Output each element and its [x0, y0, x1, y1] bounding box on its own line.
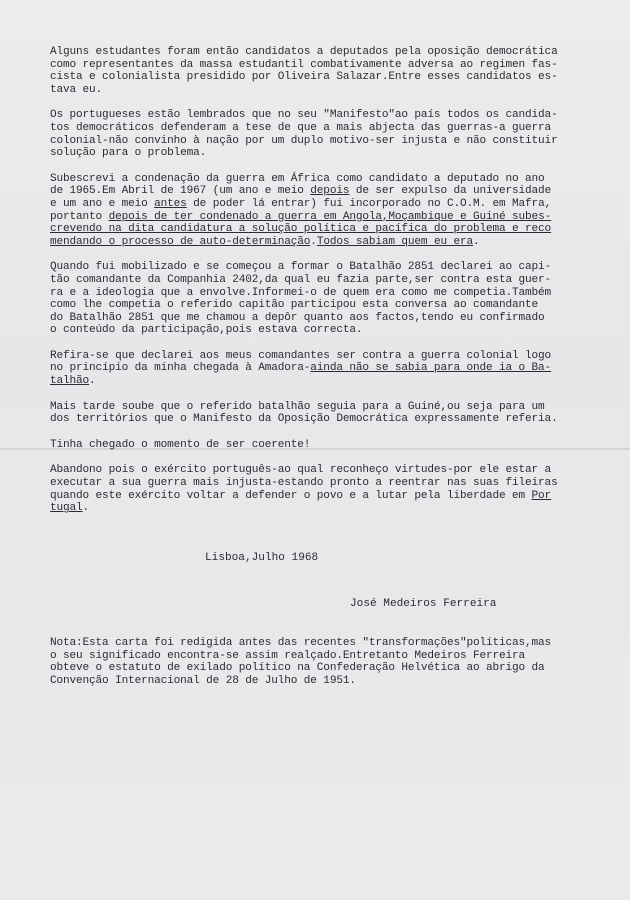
text-line: [50, 198, 595, 211]
text-segment: no princípio da minha chegada à Amadora-: [50, 362, 311, 375]
text-line: [50, 211, 595, 224]
paragraph-p5: [50, 350, 595, 388]
text-line: [50, 401, 595, 414]
text-segment: Tinha chegado o momento de ser coerente!: [50, 438, 311, 451]
text-line: [50, 299, 595, 312]
text-line: [50, 439, 595, 452]
text-line: [50, 675, 595, 688]
text-line: [50, 109, 595, 122]
underlined-text: depois: [310, 185, 350, 198]
text-line: [50, 312, 595, 325]
paragraph-p6: [50, 401, 595, 426]
underlined-text: ainda não se sabia para onde ia o Ba-: [310, 362, 552, 375]
signature: José Medeiros Ferreira: [350, 598, 497, 610]
underlined-text: depois de ter condenado a guerra em Angola,Moçambique e Guiné subes-: [108, 210, 552, 223]
underlined-text: crevendo na dita candidatura a solução política e pacífica do problema e reco: [50, 223, 552, 236]
text-line: [50, 59, 595, 72]
text-line: [50, 147, 595, 160]
text-line: [50, 135, 595, 148]
text-segment: .: [310, 235, 317, 248]
text-segment: portanto: [50, 210, 109, 223]
text-line: [50, 287, 595, 300]
text-line: [50, 477, 595, 490]
paragraph-p3: [50, 173, 595, 249]
text-line: [50, 71, 595, 84]
note-paragraph: [50, 637, 595, 687]
text-segment: como representantes da massa estudantil combativamente adversa ao regimen fas-: [50, 58, 558, 71]
text-segment: Refira-se que declarei aos meus comandantes ser contra a guerra colonial logo: [50, 349, 552, 362]
underlined-text: tugal: [50, 502, 83, 515]
text-segment: quando este exército voltar a defender o povo e a lutar pela liberdade em: [50, 489, 532, 502]
text-segment: tão comandante da Companhia 2402,da qual eu fazia parte,ser contra esta guer-: [50, 273, 552, 286]
text-segment: colonial-não convinho à nação por um duplo motivo-ser injusta e não constituir: [50, 134, 558, 147]
text-segment: executar a sua guerra mais injusta-estando pronto a reentrar nas suas fileiras: [50, 477, 558, 490]
underlined-text: antes: [154, 197, 187, 210]
paragraph-p7: [50, 439, 595, 452]
text-segment: obteve o estatuto de exilado político na Confederação Helvética ao abrigo da: [50, 662, 545, 675]
text-segment: e um ano e meio: [50, 197, 155, 210]
text-segment: Alguns estudantes foram então candidatos a deputados pela oposição democrática: [50, 46, 558, 58]
text-line: [50, 413, 595, 426]
text-line: [50, 464, 595, 477]
text-segment: de poder lá entrar) fui incorporado no C.O.M. em Mafra,: [186, 197, 552, 210]
paragraph-p8: [50, 464, 595, 514]
text-line: [50, 350, 595, 363]
text-segment: de ser expulso da universidade: [349, 185, 552, 198]
text-segment: Abandono pois o exército português-ao qual reconheço virtudes-por ele estar a: [50, 464, 552, 477]
text-line: [50, 173, 595, 186]
text-segment: tos democráticos defenderam a tese de que a mais abjecta das guerras-a guerra: [50, 121, 552, 134]
text-segment: ra e a ideologia que a envolve.Informei-o de quem era como me competia.Também: [50, 286, 552, 299]
paragraph-p2: [50, 109, 595, 159]
paragraph-p1: [50, 46, 595, 96]
text-line: [50, 324, 595, 337]
text-segment: de 1965.Em Abril de 1967 (um ano e meio: [50, 185, 311, 198]
text-segment: cista e colonialista presidido por Oliveira Salazar.Entre esses candidatos es-: [50, 71, 558, 84]
text-line: [50, 490, 595, 503]
text-segment: .: [82, 502, 90, 515]
text-segment: o conteúdo da participação,pois estava correcta.: [50, 324, 363, 337]
text-line: [50, 274, 595, 287]
underlined-text: Por: [531, 489, 552, 502]
text-line: [50, 261, 595, 274]
text-segment: Os portugueses estão lembrados que no seu "Manifesto"ao país todos os candida-: [50, 109, 558, 122]
text-line: [50, 46, 595, 59]
place-date: Lisboa,Julho 1968: [205, 552, 319, 564]
text-line: [50, 236, 595, 249]
text-segment: Nota:Esta carta foi redigida antes das recentes "transformações"políticas,mas: [50, 637, 552, 649]
text-line: [50, 662, 595, 675]
text-line: [50, 637, 595, 650]
text-segment: Subescrevi a condenação da guerra em África como candidato a deputado no ano: [50, 172, 545, 185]
letter-body: [50, 46, 595, 528]
text-line: [50, 502, 595, 515]
text-segment: solução para o problema.: [50, 147, 207, 160]
underlined-text: Todos sabiam quem eu era: [316, 235, 473, 248]
text-segment: como lhe competia o referido capitão participou esta conversa ao comandante: [50, 299, 539, 312]
paragraph-p4: [50, 261, 595, 337]
text-segment: do Batalhão 2851 que me chamou a depôr quanto aos factos,tendo eu confirmado: [50, 311, 545, 324]
text-segment: tava eu.: [50, 83, 103, 96]
text-line: [50, 122, 595, 135]
text-segment: .: [473, 235, 480, 248]
underlined-text: talhão: [50, 375, 90, 388]
text-segment: Convenção Internacional de 28 de Julho de 1951.: [50, 674, 356, 687]
text-line: [50, 375, 595, 388]
text-segment: Mais tarde soube que o referido batalhão seguia para a Guiné,ou seja para um: [50, 400, 545, 413]
text-segment: dos territórios que o Manifesto da Oposição Democrática expressamente referia.: [50, 413, 558, 426]
text-segment: .: [89, 375, 96, 388]
text-line: [50, 84, 595, 97]
text-segment: Quando fui mobilizado e se começou a formar o Batalhão 2851 declarei ao capi-: [50, 261, 552, 274]
underlined-text: mendando o processo de auto-determinação: [50, 235, 311, 248]
text-line: [50, 362, 595, 375]
text-segment: o seu significado encontra-se assim realçado.Entretanto Medeiros Ferreira: [50, 649, 526, 662]
text-line: [50, 650, 595, 663]
text-line: [50, 185, 595, 198]
note: [50, 637, 595, 700]
text-line: [50, 223, 595, 236]
